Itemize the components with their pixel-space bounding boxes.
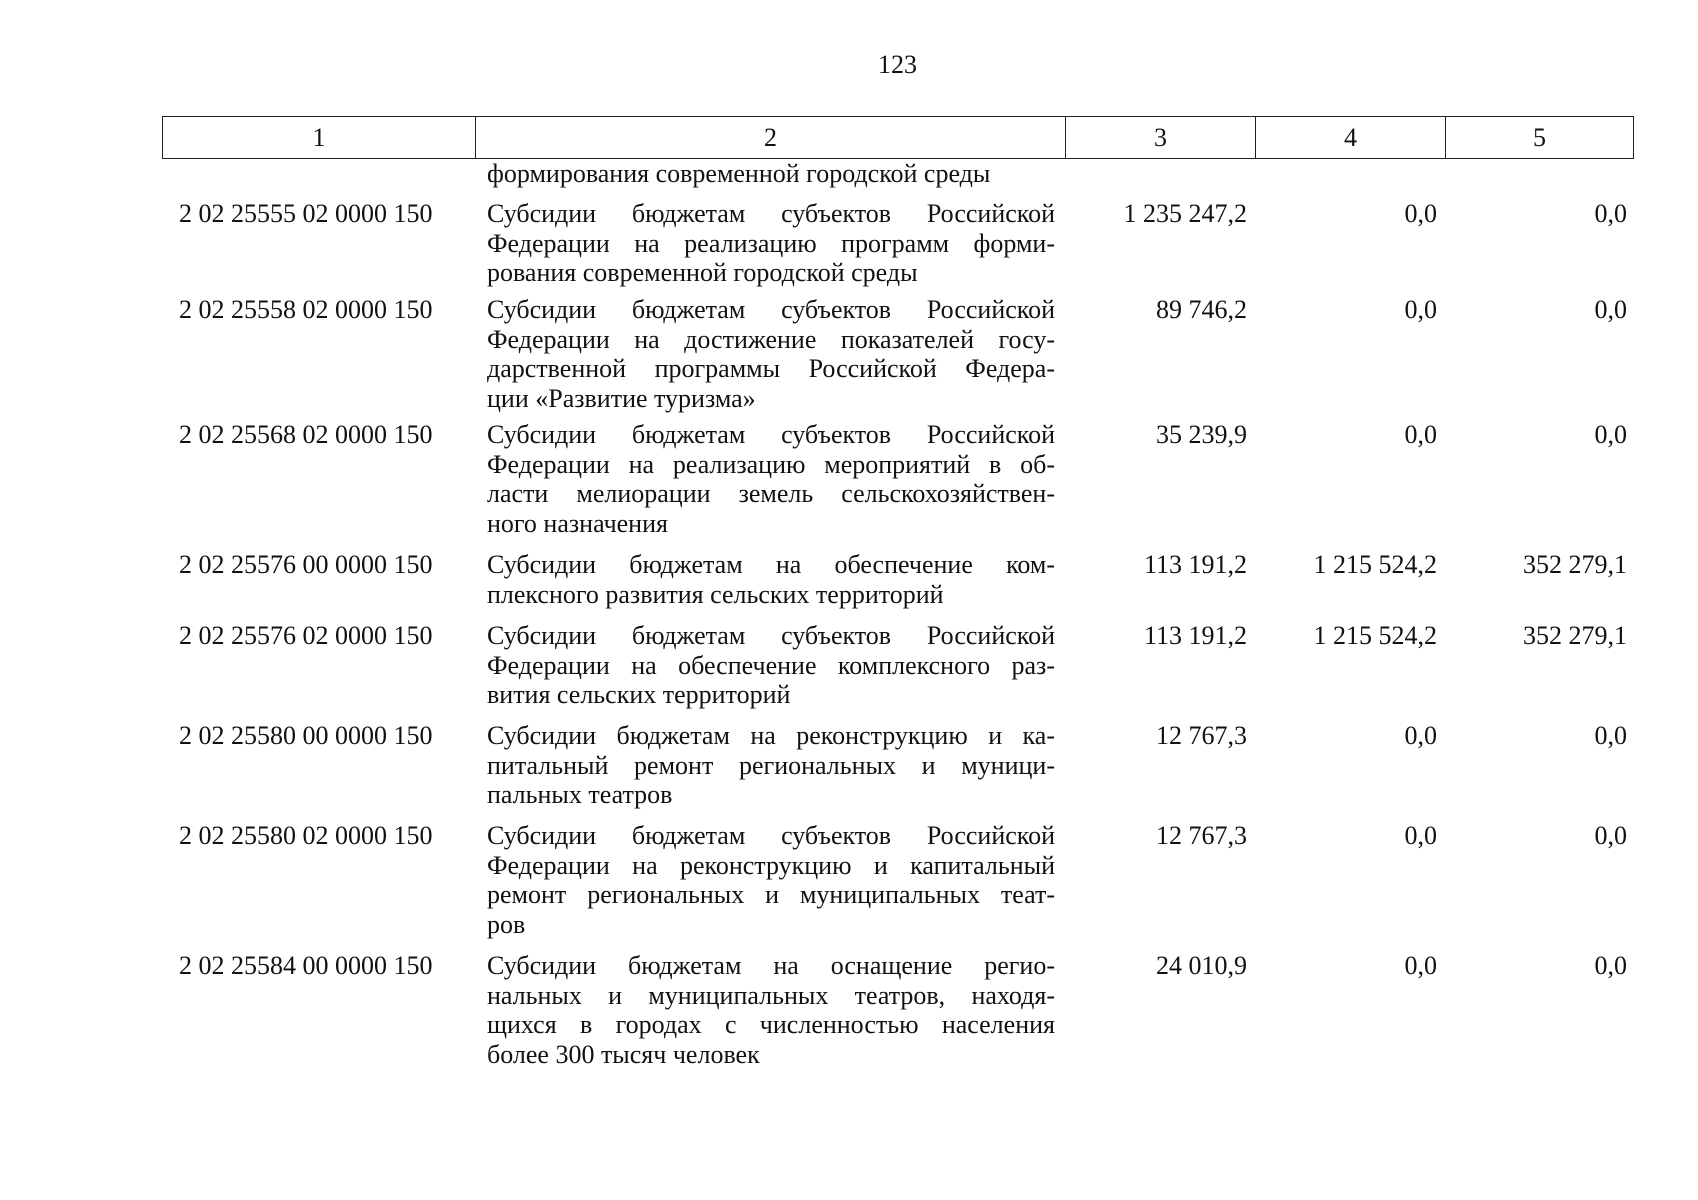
row-value-col4: 0,0	[1404, 295, 1437, 324]
row-description-line: ного назначения	[487, 508, 668, 538]
row-code: 2 02 25568 02 0000 150	[179, 420, 433, 449]
row-description-line: Субсидии бюджетам субъектов Российской	[487, 199, 1055, 228]
row-description	[487, 621, 1055, 710]
continuation-text: формирования современной городской среды	[487, 159, 991, 188]
row-description-line: нальных и муниципальных театров, находя-	[487, 980, 1055, 1010]
column-header-5: 5	[1446, 117, 1634, 159]
page-number: 123	[878, 50, 917, 79]
row-value-col3: 35 239,9	[1156, 420, 1247, 449]
row-code: 2 02 25555 02 0000 150	[179, 199, 433, 228]
row-description-line: Федерации на реализацию программ форми-	[487, 228, 1055, 258]
row-value-col5: 0,0	[1594, 951, 1627, 980]
row-description-line: Субсидии бюджетам субъектов Российской	[487, 821, 1055, 850]
row-value-col5: 0,0	[1594, 420, 1627, 449]
column-header-4: 4	[1256, 117, 1446, 159]
row-description	[487, 295, 1055, 413]
row-description-line: вития сельских территорий	[487, 680, 791, 709]
row-value-col5: 0,0	[1594, 821, 1627, 850]
row-description	[487, 550, 1055, 609]
row-value-col3: 12 767,3	[1156, 721, 1247, 750]
row-code: 2 02 25580 00 0000 150	[179, 721, 433, 750]
row-description-line: Субсидии бюджетам субъектов Российской	[487, 420, 1055, 449]
row-value-col4: 1 215 524,2	[1313, 621, 1437, 650]
row-value-col4: 1 215 524,2	[1313, 550, 1437, 579]
row-code: 2 02 25576 00 0000 150	[179, 550, 433, 579]
row-description-line: Федерации на обеспечение комплексного раз-	[487, 650, 1055, 680]
row-description-line: Субсидии бюджетам на обеспечение ком-	[487, 550, 1055, 579]
row-description-line: плексного развития сельских территорий	[487, 579, 944, 609]
row-value-col3: 12 767,3	[1156, 821, 1247, 850]
row-description-line: Субсидии бюджетам субъектов Российской	[487, 621, 1055, 650]
row-description-line: Субсидии бюджетам на оснащение регио-	[487, 951, 1055, 980]
row-value-col3: 113 191,2	[1143, 621, 1247, 650]
row-description-line: щихся в городах с численностью населения	[487, 1010, 1055, 1039]
row-description-line: Субсидии бюджетам на реконструкцию и ка-	[487, 721, 1055, 750]
row-description	[487, 821, 1055, 939]
row-value-col3: 24 010,9	[1156, 951, 1247, 980]
row-value-col4: 0,0	[1404, 420, 1437, 449]
row-code: 2 02 25584 00 0000 150	[179, 951, 433, 980]
row-description-line: ции «Развитие туризма»	[487, 383, 756, 413]
row-code: 2 02 25558 02 0000 150	[179, 295, 433, 324]
row-description-line: ласти мелиорации земель сельскохозяйствен-	[487, 479, 1055, 508]
row-value-col5: 352 279,1	[1523, 550, 1627, 579]
row-value-col5: 0,0	[1594, 199, 1627, 228]
row-value-col5: 352 279,1	[1523, 621, 1627, 650]
row-description-line: Федерации на достижение показателей госу-	[487, 324, 1055, 354]
row-description-line: Субсидии бюджетам субъектов Российской	[487, 295, 1055, 324]
row-description-line: рования современной городской среды	[487, 258, 918, 287]
row-value-col5: 0,0	[1594, 295, 1627, 324]
row-description-line: более 300 тысяч человек	[487, 1039, 760, 1069]
row-description	[487, 199, 1055, 288]
row-description-line: ров	[487, 909, 526, 939]
row-value-col3: 113 191,2	[1143, 550, 1247, 579]
row-value-col4: 0,0	[1404, 199, 1437, 228]
row-description-line: ремонт региональных и муниципальных теат-	[487, 880, 1055, 909]
row-description-line: Федерации на реализацию мероприятий в об-	[487, 449, 1055, 479]
column-header-3: 3	[1066, 117, 1256, 159]
row-description	[487, 951, 1055, 1069]
row-value-col4: 0,0	[1404, 951, 1437, 980]
row-value-col3: 89 746,2	[1156, 295, 1247, 324]
row-value-col4: 0,0	[1404, 721, 1437, 750]
table-header	[162, 116, 1634, 159]
row-value-col3: 1 235 247,2	[1123, 199, 1247, 228]
row-value-col4: 0,0	[1404, 821, 1437, 850]
row-description-line: дарственной программы Российской Федера-	[487, 354, 1055, 383]
row-code: 2 02 25576 02 0000 150	[179, 621, 433, 650]
column-header-1: 1	[163, 117, 476, 159]
column-header-2: 2	[476, 117, 1066, 159]
row-code: 2 02 25580 02 0000 150	[179, 821, 433, 850]
row-description-line: питальный ремонт региональных и муници-	[487, 750, 1055, 780]
row-description-line: пальных театров	[487, 780, 673, 809]
row-description	[487, 721, 1055, 810]
row-description	[487, 420, 1055, 538]
row-description-line: Федерации на реконструкцию и капитальный	[487, 850, 1055, 880]
row-value-col5: 0,0	[1594, 721, 1627, 750]
